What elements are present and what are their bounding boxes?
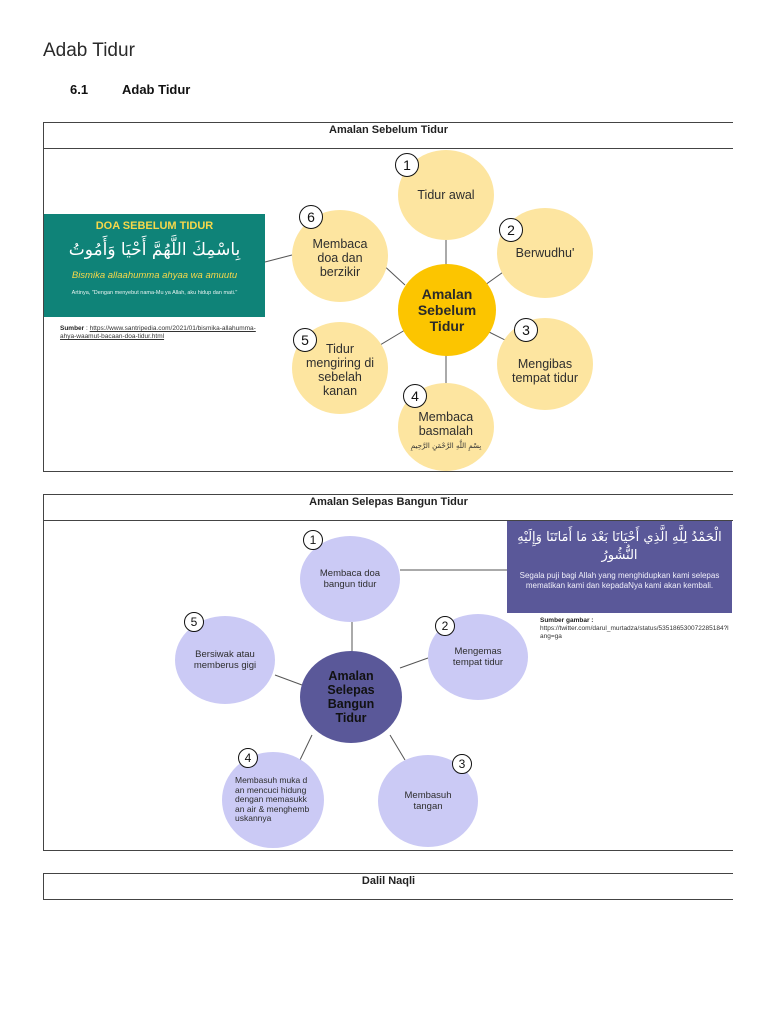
petal-before-3 — [497, 318, 593, 410]
dalil-heading: Dalil Naqli — [361, 875, 416, 887]
badge-after-3: 3 — [452, 754, 472, 774]
doa-after-sleep-card — [507, 521, 732, 613]
badge-before-1: 1 — [395, 153, 419, 177]
doa-after-arabic: الْحَمْدُ لِلَّهِ الَّذِي أَحْيَانَا بَعْدَ مَا أَمَاتَنَا وَإِلَيْهِ النُّشُورُ — [517, 530, 722, 563]
petal-after-2-label: Mengemas tempat tidur — [452, 646, 504, 668]
after-sleep-center — [300, 651, 402, 743]
badge-before-2: 2 — [499, 218, 523, 242]
badge-after-2: 2 — [435, 616, 455, 636]
section-title: Adab Tidur — [122, 82, 191, 97]
petal-before-1-label: Tidur awal — [417, 188, 475, 202]
before-sleep-center — [398, 264, 496, 356]
doa-card-heading: DOA SEBELUM TIDUR — [95, 220, 214, 232]
before-sleep-center-label: Amalan Sebelum Tidur — [417, 286, 477, 334]
after-sleep-center-label: Amalan Selepas Bangun Tidur — [327, 669, 375, 725]
petal-before-6-label: Membaca doa dan berzikir — [312, 237, 368, 279]
after-sleep-heading: Amalan Selepas Bangun Tidur — [44, 495, 733, 521]
petal-after-5-label: Bersiwak atau memberus gigi — [193, 649, 257, 671]
petal-before-4-label: Membaca basmalah — [418, 410, 474, 438]
after-source-link[interactable]: https://twitter.com/darul_murtadza/status/535186530072285184?lang=ga — [540, 625, 729, 640]
badge-after-5: 5 — [184, 612, 204, 632]
petal-after-4 — [222, 752, 324, 848]
badge-before-6: 6 — [299, 205, 323, 229]
petal-after-3-label: Membasuh tangan — [404, 790, 452, 812]
after-source — [540, 617, 730, 641]
doa-card-meaning: Artinya, "Dengan menyebut nama-Mu ya Allah, aku hidup dan mati." — [71, 290, 238, 296]
section-number: 6.1 — [70, 82, 89, 97]
dalil-table — [43, 873, 733, 900]
doa-card-arabic: بِاسْمِكَ اللَّهُمَّ أَحْيَا وَأَمُوتُ — [68, 240, 241, 260]
petal-before-2-label: Berwudhu' — [515, 246, 575, 260]
petal-after-1-label: Membaca doa bangun tidur — [319, 568, 381, 590]
basmalah-calligraphy: بِسْمِ اللَّهِ الرَّحْمَنِ الرَّحِيمِ — [410, 442, 482, 450]
before-source-link[interactable]: https://www.santripedia.com/2021/01/bismika-allahumma-ahya-waamut-bacaan-doa-tidur.html — [60, 325, 256, 340]
badge-before-3: 3 — [514, 318, 538, 342]
badge-before-5: 5 — [293, 328, 317, 352]
doa-before-sleep-card — [44, 214, 265, 317]
badge-after-4: 4 — [238, 748, 258, 768]
badge-after-1: 1 — [303, 530, 323, 550]
petal-before-3-label: Mengibas tempat tidur — [511, 357, 578, 385]
before-source-label: Sumber — [60, 325, 85, 332]
before-source: Sumber : https://www.santripedia.com/2021/01/bismika-allahumma-ahya-waamut-bacaan-doa-tidur.html — [60, 325, 256, 340]
doa-after-meaning: Segala puji bagi Allah yang menghidupkan kami selepas mematikan kami dan kepadaNya kami akan kembali. — [519, 571, 720, 590]
petal-before-5-label: Tidur mengiring di sebelah kanan — [305, 342, 375, 398]
after-source-label: Sumber gambar : — [540, 617, 594, 624]
badge-before-4: 4 — [403, 384, 427, 408]
page-title: Adab Tidur — [43, 40, 135, 61]
petal-after-4-label: Membasuh muka dan mencuci hidung dengan memasukkan air & menghembuskannya — [235, 775, 310, 824]
before-sleep-heading: Amalan Sebelum Tidur — [44, 123, 733, 149]
doa-card-transliteration: Bismika allaahumma ahyaa wa amuutu — [71, 270, 238, 281]
